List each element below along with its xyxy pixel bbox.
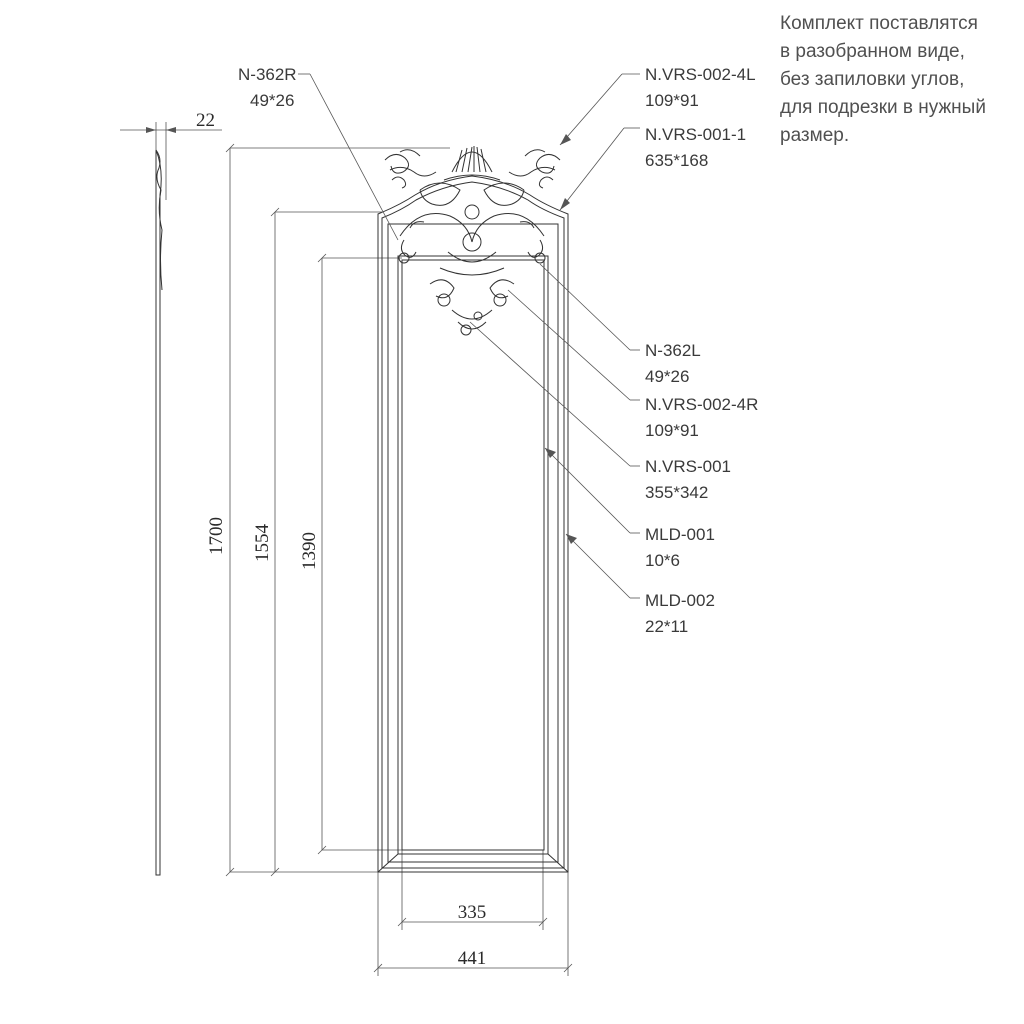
dim-inner-height: 1390 (299, 532, 320, 570)
panel-frame (378, 176, 568, 872)
corner-ornament-right (509, 150, 560, 188)
callout-size: 635*168 (645, 151, 709, 170)
callout-size: 109*91 (645, 421, 699, 440)
callout-code: MLD-002 (645, 591, 715, 610)
corner-ornament-left (385, 150, 436, 188)
callout-size: 109*91 (645, 91, 699, 110)
callout-code: N.VRS-001-1 (645, 125, 747, 144)
callout-code: N-362R (238, 65, 297, 84)
central-cartouche (400, 183, 544, 335)
callout-size: 355*342 (645, 483, 709, 502)
callout-size: 49*26 (250, 91, 295, 110)
note-line: в разобранном виде, (780, 41, 965, 62)
callout-code: N.VRS-002-4L (645, 65, 756, 84)
dim-lines (206, 144, 572, 976)
dim-inner-width: 335 (457, 902, 487, 923)
note-line: без запиловки углов, (780, 69, 965, 90)
callout-size: 10*6 (645, 551, 680, 570)
callout-code: N.VRS-002-4R (645, 395, 759, 414)
side-profile (120, 110, 222, 875)
note-line: для подрезки в нужный (780, 97, 986, 118)
callout-code: N.VRS-001 (645, 457, 731, 476)
callout-code: MLD-001 (645, 525, 715, 544)
shell-crest (444, 146, 500, 180)
dim-frame-height: 1554 (252, 524, 273, 562)
callout-size: 22*11 (645, 617, 689, 636)
dim-thickness: 22 (196, 110, 215, 131)
dim-total-width: 441 (457, 948, 487, 969)
note-line: размер. (780, 125, 850, 146)
ornament-group (385, 146, 560, 335)
dim-total-height: 1700 (206, 517, 227, 555)
callout-code: N-362L (645, 341, 701, 360)
callout-size: 49*26 (645, 367, 690, 386)
note-line: Комплект поставлятся (780, 13, 978, 34)
